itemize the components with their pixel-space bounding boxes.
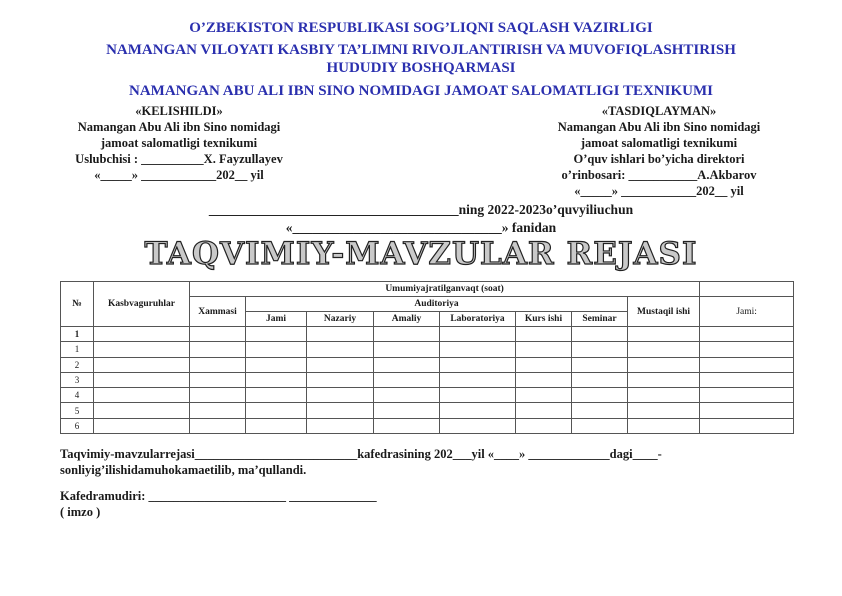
table-cell — [307, 388, 374, 403]
table-cell — [246, 418, 307, 433]
table-cell — [374, 342, 440, 357]
table-cell — [307, 342, 374, 357]
table-cell — [628, 327, 700, 342]
agreed-title: «KELISHILDI» — [135, 104, 223, 118]
plan-table — [60, 281, 794, 434]
table-cell — [246, 327, 307, 342]
table-cell — [307, 357, 374, 372]
table-cell — [246, 403, 307, 418]
row-number: 3 — [61, 372, 94, 387]
table-cell — [94, 388, 190, 403]
document-title: TAQVIMIY-MAVZULAR REJASI — [144, 236, 698, 272]
table-cell — [94, 403, 190, 418]
approve-deputy: o’rinbosari: ___________A.Akbarov — [561, 168, 757, 182]
table-cell — [307, 327, 374, 342]
table-cell — [516, 357, 572, 372]
table-cell — [572, 342, 628, 357]
table-cell — [516, 403, 572, 418]
table-cell — [190, 388, 246, 403]
ministry-title: O’ZBEKISTON RESPUBLIKASI SOG’LIQNI SAQLASH VAZIRLIGI — [189, 20, 653, 36]
table-cell — [572, 403, 628, 418]
col-empty-top — [700, 282, 794, 297]
table-row — [61, 418, 794, 433]
approve-line-1: Namangan Abu Ali ibn Sino nomidagi — [557, 120, 761, 134]
table-cell — [516, 418, 572, 433]
table-cell — [440, 403, 516, 418]
col-xammasi: Xammasi — [190, 297, 246, 327]
table-cell — [94, 357, 190, 372]
table-cell — [700, 418, 794, 433]
table-cell — [94, 372, 190, 387]
table-cell — [374, 388, 440, 403]
approve-date: «_____» ____________202__ yil — [574, 184, 744, 198]
col-number: № — [61, 282, 94, 327]
table-cell — [572, 327, 628, 342]
table-cell — [572, 357, 628, 372]
table-row — [61, 342, 794, 357]
table-cell — [628, 372, 700, 387]
table-cell — [516, 372, 572, 387]
table-cell — [700, 327, 794, 342]
table-cell — [516, 327, 572, 342]
col-jami: Jami — [246, 312, 307, 327]
table-cell — [516, 388, 572, 403]
table-cell — [374, 327, 440, 342]
row-number: 5 — [61, 403, 94, 418]
table-cell — [628, 357, 700, 372]
table-cell — [94, 342, 190, 357]
table-cell — [374, 357, 440, 372]
table-cell — [628, 403, 700, 418]
table-cell — [700, 388, 794, 403]
table-cell — [190, 342, 246, 357]
table-cell — [246, 388, 307, 403]
table-cell — [246, 342, 307, 357]
table-cell — [628, 418, 700, 433]
table-cell — [572, 388, 628, 403]
col-total-time: Umumiyajratilganvaqt (soat) — [190, 282, 700, 297]
department-head-signature: Kafedramudiri: ______________________ ______________ — [60, 489, 377, 503]
table-row — [61, 403, 794, 418]
table-cell — [190, 403, 246, 418]
table-cell — [700, 372, 794, 387]
col-auditoriya: Auditoriya — [246, 297, 628, 312]
table-cell — [628, 342, 700, 357]
table-row — [61, 372, 794, 387]
table-cell — [572, 372, 628, 387]
row-number: 1 — [61, 342, 94, 357]
col-groups: Kasbvaguruhlar — [94, 282, 190, 327]
table-cell — [440, 357, 516, 372]
table-cell — [190, 357, 246, 372]
col-jami-total: Jami: — [700, 297, 794, 327]
approval-statement-cont: sonliyig’ilishidamuhokamaetilib, ma’qullandi. — [60, 463, 307, 477]
administration-title: NAMANGAN VILOYATI KASBIY TA’LIMNI RIVOJLANTIRISH VA MUVOFIQLASHTIRISH — [106, 42, 736, 58]
table-cell — [572, 418, 628, 433]
academic-year-line: _____________________________________ning 2022-2023o’quvyiliuchun — [208, 202, 634, 217]
college-title: NAMANGAN ABU ALI IBN SINO NOMIDAGI JAMOAT SALOMATLIGI TEXNIKUMI — [129, 83, 713, 99]
table-row — [61, 327, 794, 342]
agreed-line-1: Namangan Abu Ali ibn Sino nomidagi — [77, 120, 281, 134]
col-seminar: Seminar — [572, 312, 628, 327]
table-cell — [440, 372, 516, 387]
table-cell — [94, 327, 190, 342]
table-cell — [374, 418, 440, 433]
table-cell — [307, 418, 374, 433]
table-cell — [374, 372, 440, 387]
table-cell — [440, 418, 516, 433]
table-cell — [700, 342, 794, 357]
col-amaliy: Amaliy — [374, 312, 440, 327]
col-kurs-ishi: Kurs ishi — [516, 312, 572, 327]
row-number: 1 — [61, 327, 94, 342]
approval-statement: Taqvimiy-mavzularrejasi__________________________kafedrasining 202___yil «____» _____________dagi____- — [60, 447, 662, 461]
table-cell — [628, 388, 700, 403]
agreed-line-2: jamoat salomatligi texnikumi — [100, 136, 258, 150]
table-cell — [190, 418, 246, 433]
col-mustaqil: Mustaqil ishi — [628, 297, 700, 327]
row-number: 4 — [61, 388, 94, 403]
table-cell — [246, 372, 307, 387]
approve-line-2: jamoat salomatligi texnikumi — [580, 136, 738, 150]
row-number: 2 — [61, 357, 94, 372]
table-cell — [440, 327, 516, 342]
agreed-methodist: Uslubchisi : __________X. Fayzullayev — [75, 152, 283, 166]
agreed-date: «_____» ____________202__ yil — [94, 168, 264, 182]
col-nazariy: Nazariy — [307, 312, 374, 327]
administration-title-cont: HUDUDIY BOSHQARMASI — [326, 60, 516, 76]
table-cell — [700, 357, 794, 372]
approve-line-3: O’quv ishlari bo’yicha direktori — [573, 152, 745, 166]
col-laboratoriya: Laboratoriya — [440, 312, 516, 327]
table-cell — [440, 342, 516, 357]
table-cell — [374, 403, 440, 418]
table-cell — [94, 418, 190, 433]
table-cell — [307, 403, 374, 418]
approve-title: «TASDIQLAYMAN» — [601, 104, 717, 118]
table-cell — [700, 403, 794, 418]
subject-line: «_______________________________» fanidan — [285, 220, 557, 235]
table-row — [61, 357, 794, 372]
row-number: 6 — [61, 418, 94, 433]
table-cell — [307, 372, 374, 387]
table-cell — [190, 327, 246, 342]
table-cell — [440, 388, 516, 403]
signature-caption: ( imzo ) — [60, 505, 101, 519]
table-cell — [246, 357, 307, 372]
table-cell — [190, 372, 246, 387]
table-cell — [516, 342, 572, 357]
table-row — [61, 388, 794, 403]
